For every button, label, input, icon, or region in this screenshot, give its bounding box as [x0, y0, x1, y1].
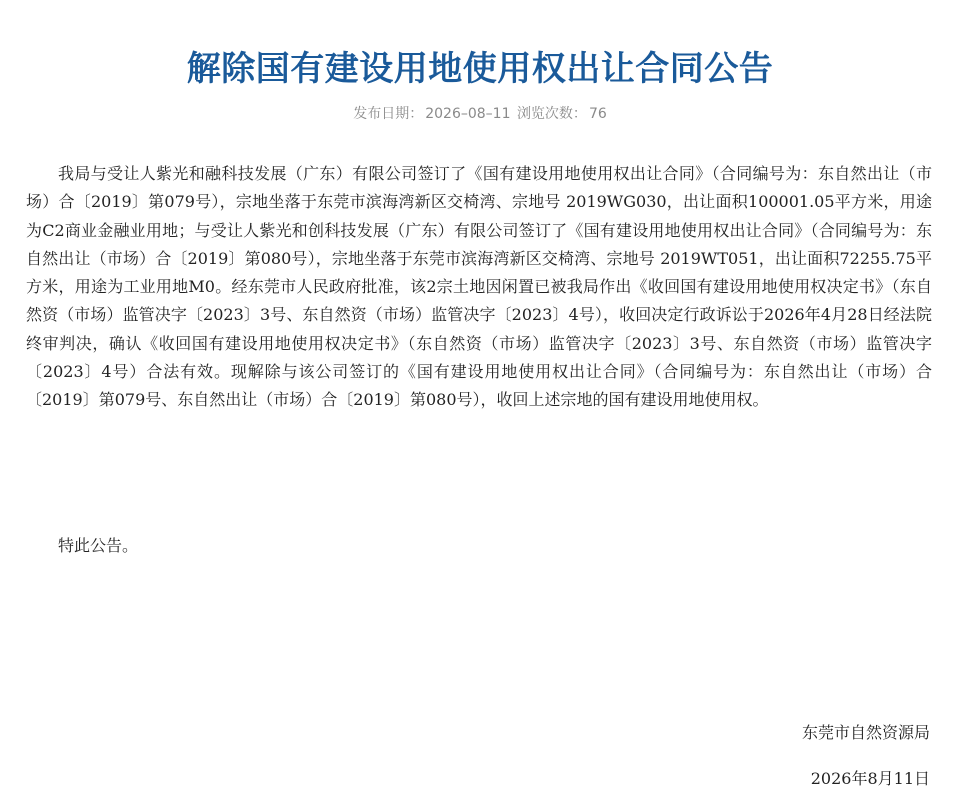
- view-count: 76: [588, 106, 607, 122]
- publish-date: 2026–08–11: [425, 106, 511, 122]
- issuing-authority: 东莞市自然资源局: [801, 723, 930, 742]
- article-meta: [0, 104, 960, 124]
- view-count-label: 浏览次数：: [516, 106, 587, 122]
- closing-line: 特此公告。: [58, 536, 139, 555]
- article-body: 我局与受让人紫光和融科技发展（广东）有限公司签订了《国有建设用地使用权出让合同》（合同编号为：东自然出让（市场）合〔2019〕第079号），宗地坐落于东莞市滨海湾新区交椅湾、宗地号 2019WG030，出让面积100001.05平方米，用途为C2商业金融业用地；与受让人紫光和创科技发展（广东）有限公司签订了《国有建设用地使用权出让合同》（合同编号为：东自然出让（市场）合〔2019〕第080号），宗地坐落于东莞市滨海湾新区交椅湾、宗地号 2019WT051，出让面积72255.75平方米，用途为工业用地M0。经东莞市人民政府批准，该2宗土地因闲置已被我局作出《收回国有建设用地使用权决定书》（东自然资（市场）监管决字〔2023〕3号、东自然资（市场）监管决字〔2023〕4号），收回决定行政诉讼于2026年4月28日经法院终审判决，确认《收回国有建设用地使用权决定书》（东自然资（市场）监管决字〔2023〕3号、东自然资（市场）监管决字〔2023〕4号）合法有效。现解除与该公司签订的《国有建设用地使用权出让合同》（合同编号为：东自然出让（市场）合〔2019〕第079号、东自然出让（市场）合〔2019〕第080号），收回上述宗地的国有建设用地使用权。: [26, 164, 932, 410]
- signature-date: 2026年8月11日: [810, 769, 930, 788]
- page-title: 解除国有建设用地使用权出让合同公告: [186, 48, 774, 89]
- publish-date-label: 发布日期：: [353, 106, 424, 122]
